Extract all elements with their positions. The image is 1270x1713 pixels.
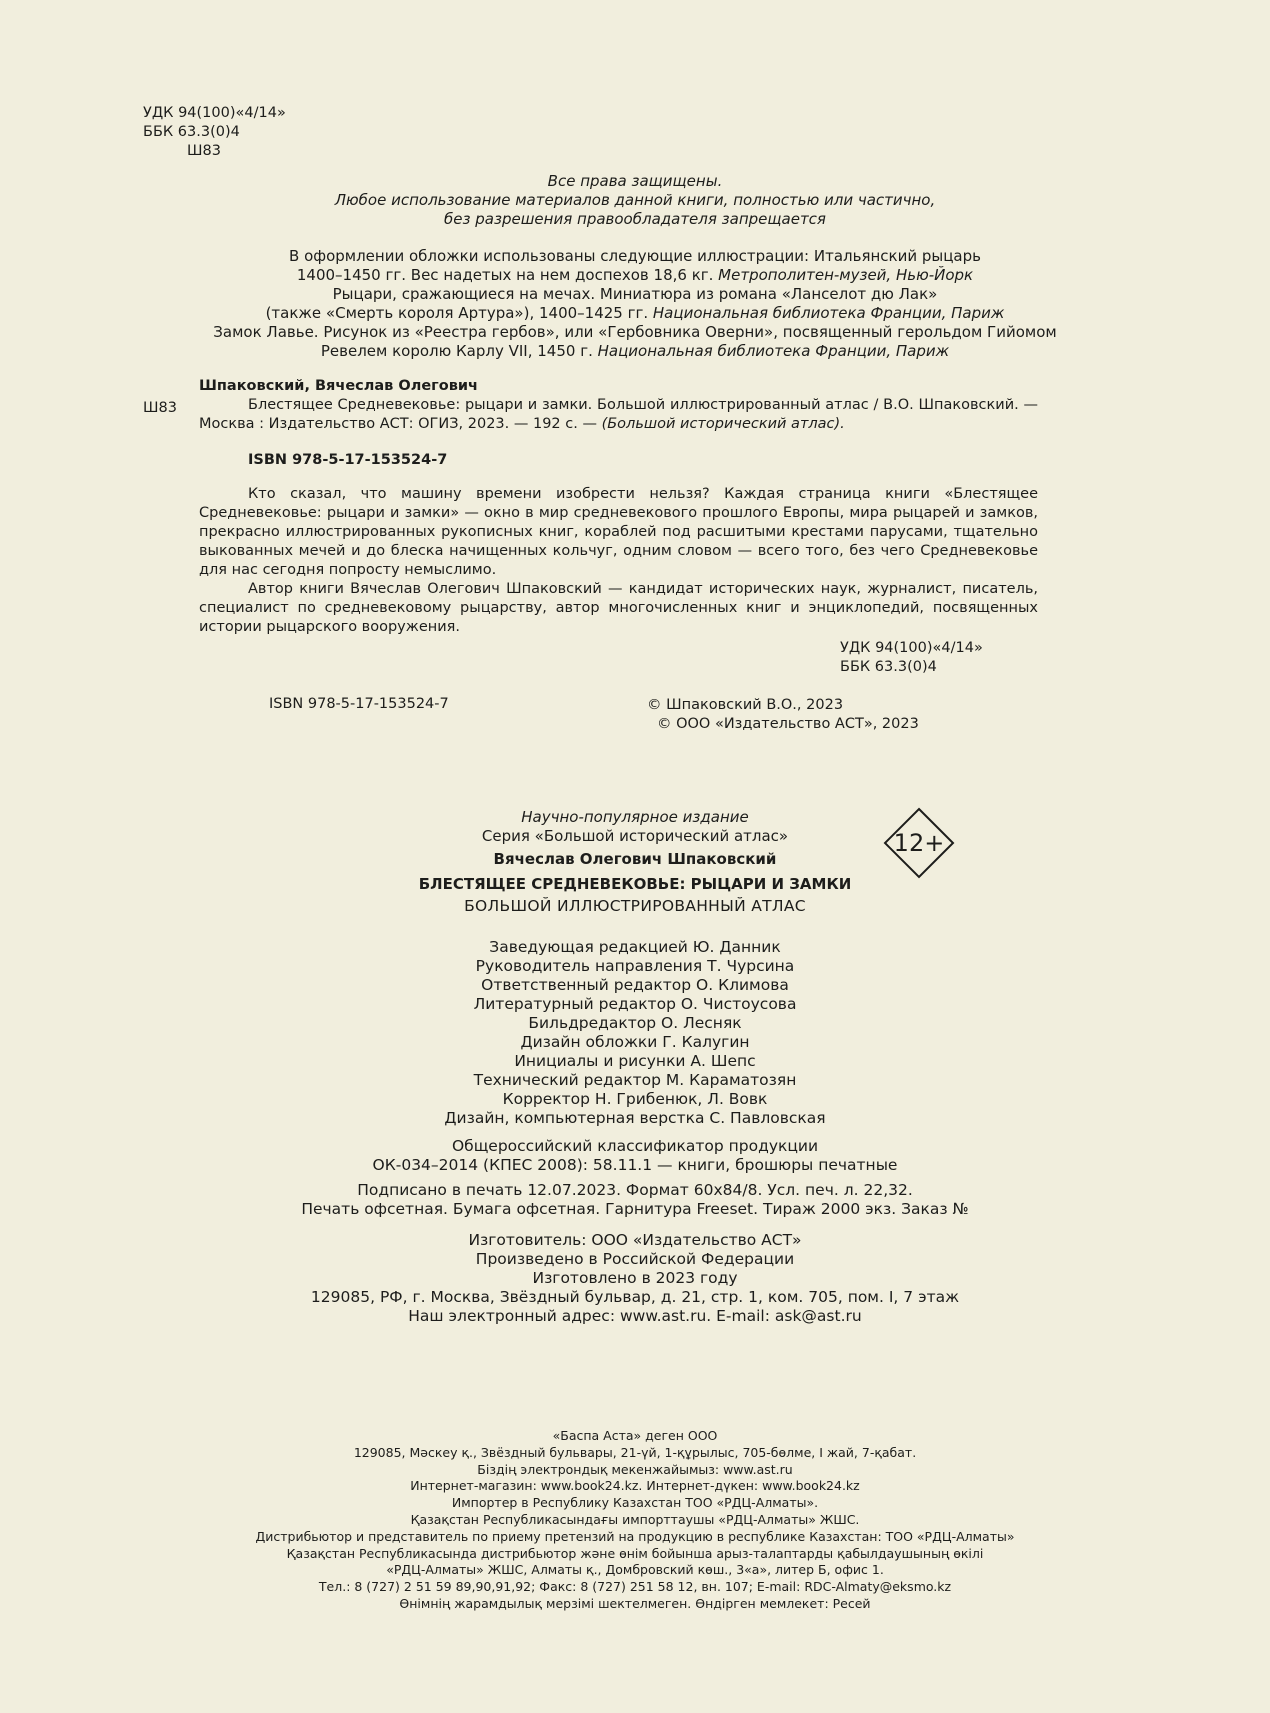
cover-credit-line: 1400–1450 гг. Вес надетых на нем доспехов 18,6 кг. Метрополитен-музей, Нью-Йорк	[296, 266, 974, 284]
staff-line: Инициалы и рисунки А. Шепс	[514, 1052, 756, 1070]
author-mark: Ш83	[187, 143, 221, 159]
manufacturer-line: Наш электронный адрес: www.ast.ru. E-mail: ask@ast.ru	[408, 1307, 862, 1325]
udk-code: УДК 94(100)«4/14»	[143, 105, 286, 121]
edition-type: Научно-популярное издание	[521, 808, 749, 826]
annotation	[199, 485, 1038, 637]
staff-line: Дизайн обложки Г. Калугин	[520, 1033, 750, 1051]
kz-line: 129085, Мәскеу қ., Звёздный бульвары, 21-үй, 1-құрылыс, 705-бөлме, I жай, 7-қабат.	[353, 1444, 917, 1460]
kz-line: Біздің электрондық мекенжайымыз: www.ast.ru	[477, 1461, 793, 1477]
print-info	[0, 1181, 1270, 1219]
kz-line: «РДЦ-Алматы» ЖШС, Алматы қ., Домбровский көш., 3«а», литер Б, офис 1.	[386, 1562, 884, 1578]
staff-line: Дизайн, компьютерная верстка С. Павловская	[444, 1109, 826, 1127]
kz-line: «Баспа Аста» деген ООО	[552, 1428, 718, 1443]
copyright-line: © Шпаковский В.О., 2023	[647, 697, 844, 713]
udk-code: УДК 94(100)«4/14»	[840, 640, 983, 656]
staff-line: Технический редактор М. Караматозян	[473, 1071, 797, 1089]
bbk-code: ББК 63.3(0)4	[143, 124, 240, 140]
print-line: Печать офсетная. Бумага офсетная. Гарнитура Freeset. Тираж 2000 экз. Заказ №	[301, 1200, 969, 1218]
cover-credit-line: Рыцари, сражающиеся на мечах. Миниатюра из романа «Ланселот дю Лак»	[332, 285, 938, 303]
rights-line: Все права защищены.	[547, 172, 723, 190]
copyright-line: © ООО «Издательство АСТ», 2023	[657, 716, 919, 732]
kz-line: Импортер в Республику Казахстан ТОО «РДЦ-Алматы».	[451, 1495, 819, 1511]
book-title: БЛЕСТЯЩЕЕ СРЕДНЕВЕКОВЬЕ: РЫЦАРИ И ЗАМКИ	[418, 875, 852, 893]
staff-line: Руководитель направления Т. Чурсина	[475, 957, 795, 975]
age-rating-icon	[883, 807, 955, 879]
kz-line: Интернет-магазин: www.book24.kz. Интернет-дүкен: www.book24.kz	[410, 1478, 860, 1494]
kz-line: Қазақстан Республикасында дистрибьютор және өнім бойынша арыз-талаптарды қабылдаушының өкілі	[286, 1545, 984, 1561]
classifier-line: ОК-034–2014 (КПЕС 2008): 58.11.1 — книги, брошюры печатные	[372, 1156, 898, 1174]
kz-line: Дистрибьютор и представитель по приему претензий на продукцию в республике Казахстан: ТОО «РДЦ-Алматы»	[255, 1528, 1015, 1544]
card-author-mark: Ш83	[143, 400, 177, 416]
rights-line: без разрешения правообладателя запрещается	[444, 210, 826, 228]
staff-line: Литературный редактор О. Чистоусова	[473, 995, 797, 1013]
cover-credits	[0, 247, 1270, 361]
manufacturer-line: Изготовитель: ООО «Издательство АСТ»	[468, 1231, 802, 1249]
kz-line: Тел.: 8 (727) 2 51 59 89,90,91,92; Факс: 8 (727) 251 58 12, вн. 107; E-mail: RDC-Almaty@eksmo.kz	[318, 1579, 952, 1595]
annotation-paragraph: Кто сказал, что машину времени изобрести нельзя? Каждая страница книги «Блестящее Средневековье: рыцари и замки» — окно в мир средневекового прошлого Европы, мира рыцарей и замков, прекрасно иллюстрированных рукописных книг, кораблей под расшитыми крестами парусами, тщательно выкованных мечей и до блеска начищенных кольчуг, одним словом — всего того, без чего Средневековье для нас сегодня попросту немыслимо.	[199, 486, 1038, 578]
staff-line: Ответственный редактор О. Климова	[481, 976, 789, 994]
bbk-code: ББК 63.3(0)4	[840, 659, 937, 675]
annotation-paragraph: Автор книги Вячеслав Олегович Шпаковский — кандидат исторических наук, журналист, писатель, специалист по средневековому рыцарству, автор многочисленных книг и энциклопедий, посвященных истории рыцарского вооружения.	[199, 581, 1038, 635]
staff-line: Бильдредактор О. Лесняк	[528, 1014, 742, 1032]
classification-codes-repeat	[840, 639, 983, 677]
print-line: Подписано в печать 12.07.2023. Формат 60x84/8. Усл. печ. л. 22,32.	[357, 1181, 913, 1199]
kz-line: Қазақстан Республикасындағы импорттаушы «РДЦ-Алматы» ЖШС.	[410, 1511, 860, 1527]
classification-codes	[143, 104, 286, 161]
series-line: Серия «Большой исторический атлас»	[481, 827, 789, 845]
cover-credit-line: (также «Смерть короля Артура»), 1400–1425 гг. Национальная библиотека Франции, Париж	[265, 304, 1005, 322]
card-description: Блестящее Средневековье: рыцари и замки. Большой иллюстрированный атлас / В.О. Шпаковский. — Москва : Издательство АСТ: ОГИЗ, 2023. — 192 с. — (Большой исторический атлас).	[199, 397, 1038, 432]
product-classifier	[0, 1137, 1270, 1175]
staff-line: Заведующая редакцией Ю. Данник	[489, 938, 781, 956]
card-isbn: ISBN 978-5-17-153524-7	[248, 452, 448, 468]
cover-credit-line: Замок Лавье. Рисунок из «Реестра гербов», или «Гербовника Оверни», посвященный герольдом Гийомом	[213, 323, 1057, 341]
rights-notice	[0, 172, 1270, 229]
card-author: Шпаковский, Вячеслав Олегович	[199, 378, 478, 394]
age-rating: 12+	[893, 829, 945, 857]
isbn: ISBN 978-5-17-153524-7	[269, 696, 449, 712]
kz-line: Өнімнің жарамдылық мерзімі шектелмеген. Өндірген мемлекет: Ресей	[399, 1595, 871, 1611]
library-credit: Национальная библиотека Франции, Париж	[652, 304, 1005, 322]
edition-author: Вячеслав Олегович Шпаковский	[493, 850, 777, 868]
staff-line: Корректор Н. Грибенюк, Л. Вовк	[502, 1090, 768, 1108]
rights-line: Любое использование материалов данной книги, полностью или частично,	[334, 191, 936, 209]
series-name: (Большой исторический атлас).	[601, 416, 845, 432]
book-subtitle: БОЛЬШОЙ ИЛЛЮСТРИРОВАННЫЙ АТЛАС	[464, 897, 806, 915]
staff-list	[0, 938, 1270, 1128]
manufacturer-line: Изготовлено в 2023 году	[532, 1269, 738, 1287]
catalog-card	[199, 377, 1038, 434]
classifier-line: Общероссийский классификатор продукции	[451, 1137, 819, 1155]
manufacturer-line: Произведено в Российской Федерации	[475, 1250, 795, 1268]
library-credit: Национальная библиотека Франции, Париж	[597, 342, 950, 360]
kazakhstan-info	[0, 1428, 1270, 1613]
cover-credit-line: Ревелем королю Карлу VII, 1450 г. Национальная библиотека Франции, Париж	[320, 342, 950, 360]
museum-credit: Метрополитен-музей, Нью-Йорк	[718, 266, 974, 284]
copyright	[647, 696, 919, 734]
manufacturer-info	[0, 1231, 1270, 1326]
edition-info	[0, 808, 1270, 916]
manufacturer-line: 129085, РФ, г. Москва, Звёздный бульвар, д. 21, стр. 1, ком. 705, пом. I, 7 этаж	[310, 1288, 960, 1306]
cover-credit-line: В оформлении обложки использованы следующие иллюстрации: Итальянский рыцарь	[289, 247, 981, 265]
